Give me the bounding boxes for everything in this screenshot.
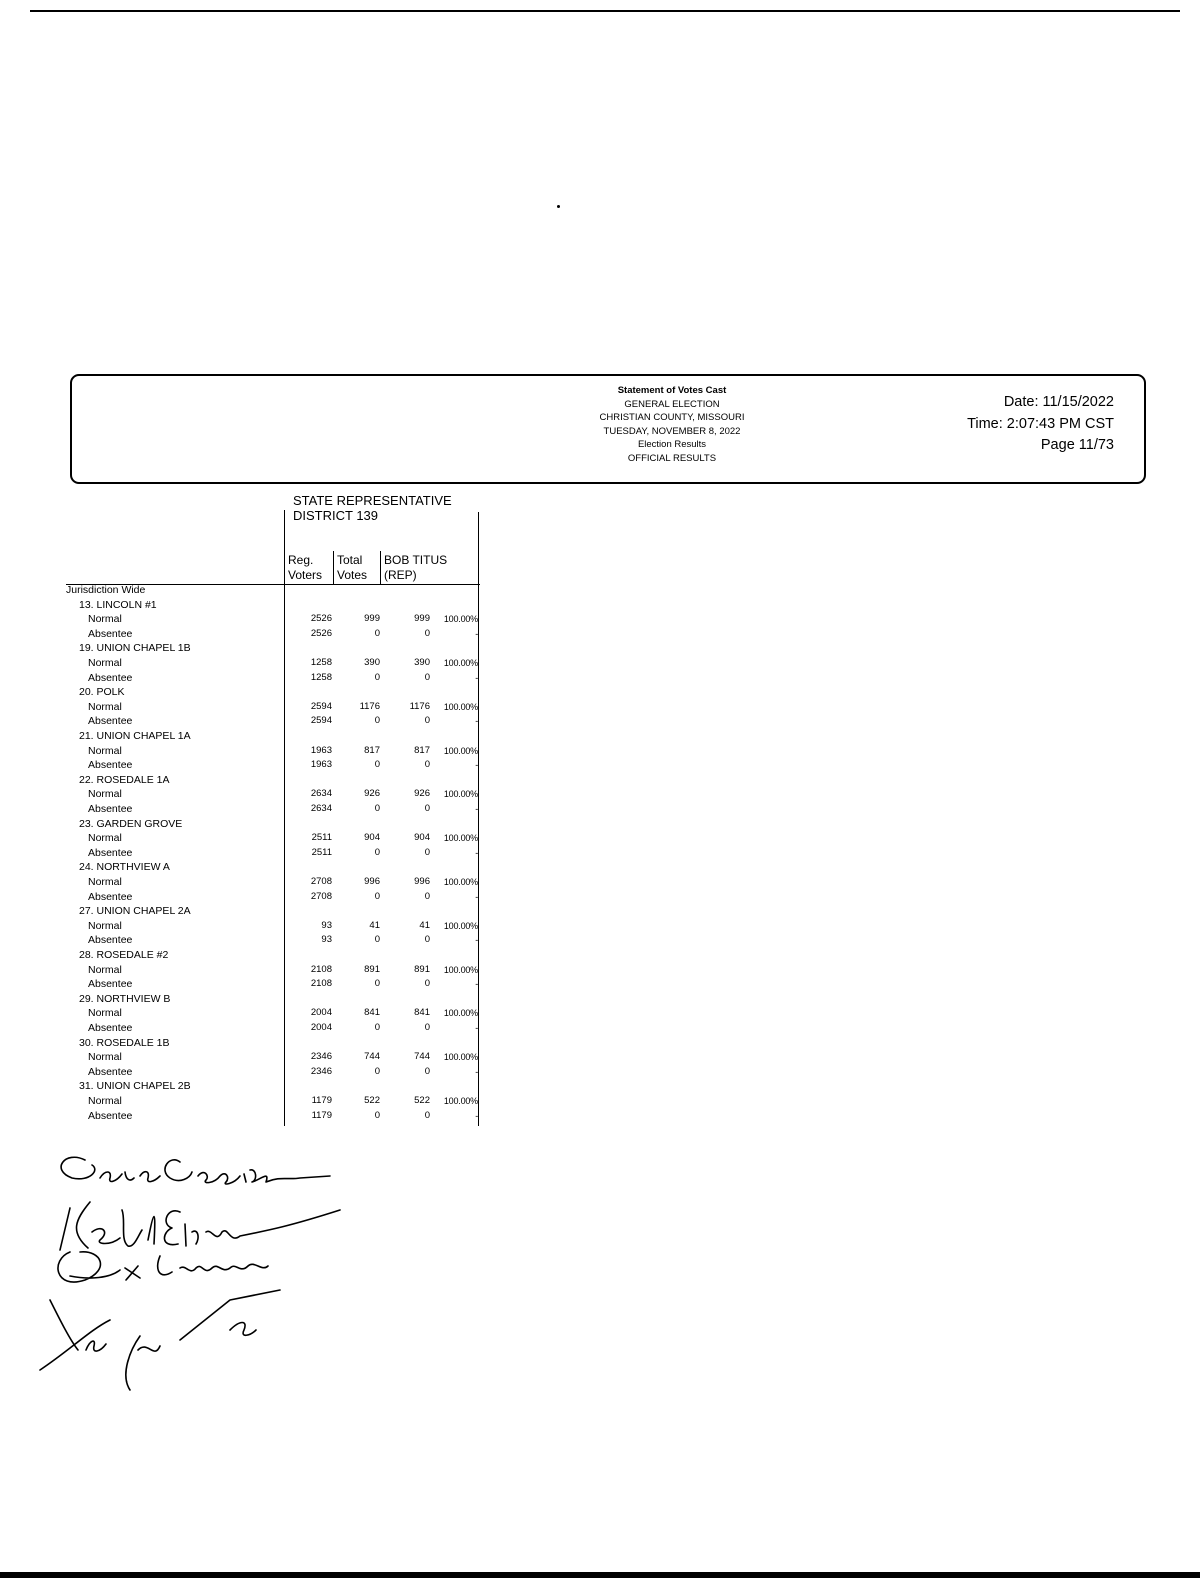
col-head-reg-voters <box>288 553 322 583</box>
candidate-percent-cell: 100.00% <box>443 658 478 668</box>
report-title-line: Statement of Votes Cast <box>617 385 727 396</box>
precinct-name-row-label: 22. ROSEDALE 1A <box>79 773 170 786</box>
reg-voters-cell: 2004 <box>310 1022 332 1033</box>
absentee-row <box>0 714 480 729</box>
report-title-line: GENERAL ELECTION <box>624 398 720 410</box>
candidate-votes-cell: 390 <box>414 657 430 668</box>
normal-row <box>0 744 480 759</box>
column-divider <box>380 551 381 584</box>
signature-3 <box>58 1252 268 1282</box>
signature-2 <box>60 1202 340 1250</box>
candidate-votes-cell: 0 <box>424 671 430 683</box>
precinct-name-row-label: 31. UNION CHAPEL 2B <box>79 1080 191 1093</box>
report-title-block <box>522 384 822 465</box>
normal-row-label: Normal <box>88 1007 122 1020</box>
absentee-row-label: Absentee <box>88 846 133 859</box>
total-votes-cell: 1176 <box>359 700 380 712</box>
precinct-name-row <box>0 598 480 613</box>
section-label <box>0 583 480 598</box>
candidate-percent-cell: 100.00% <box>443 920 478 931</box>
candidate-votes-cell: 926 <box>414 788 430 800</box>
absentee-row <box>0 1021 480 1036</box>
page-number: Page 11/73 <box>1040 437 1114 453</box>
total-votes-cell: 0 <box>374 1065 380 1077</box>
normal-row <box>0 700 480 715</box>
normal-row <box>0 875 480 890</box>
total-votes-cell: 0 <box>374 1109 380 1121</box>
normal-row-label: Normal <box>88 1051 122 1064</box>
candidate-votes-cell: 0 <box>424 759 430 771</box>
normal-row <box>0 963 480 978</box>
normal-row <box>0 1006 480 1021</box>
reg-voters-cell: 2108 <box>310 963 332 975</box>
candidate-votes-cell: 0 <box>424 978 430 990</box>
reg-voters-cell: 2634 <box>310 803 332 814</box>
reg-voters-cell: 2594 <box>310 715 332 727</box>
absentee-row <box>0 933 480 948</box>
total-votes-cell: 0 <box>374 803 380 814</box>
candidate-percent-cell: - <box>475 1023 478 1033</box>
absentee-row-label: Absentee <box>88 1109 133 1122</box>
absentee-row <box>0 802 480 817</box>
absentee-row-label: Absentee <box>88 715 133 728</box>
precinct-name-row-label: 24. NORTHVIEW A <box>79 861 170 874</box>
contest-title <box>293 493 452 523</box>
absentee-row <box>0 1065 480 1080</box>
precinct-name-row-label: 30. ROSEDALE 1B <box>79 1036 170 1049</box>
normal-row-label: Normal <box>88 919 122 932</box>
absentee-row-label: Absentee <box>88 1022 133 1034</box>
candidate-percent-cell: 100.00% <box>443 789 478 800</box>
normal-row-label: Normal <box>88 876 122 888</box>
candidate-votes-cell: 996 <box>414 876 430 887</box>
total-votes-cell: 0 <box>374 978 380 990</box>
precinct-name-row <box>0 817 480 832</box>
precinct-name-row-label: 28. ROSEDALE #2 <box>79 949 169 961</box>
contest-title-line: DISTRICT 139 <box>293 508 379 523</box>
candidate-votes-cell: 0 <box>424 803 430 814</box>
total-votes-cell: 817 <box>364 744 380 756</box>
reg-voters-cell: 2526 <box>310 627 332 639</box>
reg-voters-cell: 93 <box>321 919 332 931</box>
total-votes-cell: 0 <box>374 934 380 946</box>
candidate-percent-cell: - <box>475 672 478 683</box>
column-divider <box>333 551 334 584</box>
total-votes-cell: 390 <box>364 657 380 668</box>
reg-voters-cell: 2108 <box>310 978 332 990</box>
candidate-percent-cell: - <box>475 891 478 902</box>
absentee-row-label: Absentee <box>88 978 133 991</box>
col-head-text: (REP) <box>384 568 417 582</box>
precinct-name-row <box>0 1079 480 1094</box>
normal-row-label: Normal <box>88 832 122 845</box>
precinct-name-row <box>0 641 480 656</box>
absentee-row <box>0 1109 480 1124</box>
report-date: Date: 11/15/2022 <box>1003 394 1114 410</box>
candidate-percent-cell: - <box>475 628 478 639</box>
col-head-total-votes <box>337 553 367 583</box>
precinct-name-row-label: 13. LINCOLN #1 <box>79 598 157 611</box>
normal-row-label: Normal <box>88 613 122 626</box>
total-votes-cell: 904 <box>364 832 380 844</box>
reg-voters-cell: 2708 <box>310 890 332 902</box>
normal-row <box>0 1094 480 1109</box>
candidate-votes-cell: 0 <box>424 846 430 858</box>
candidate-votes-cell: 0 <box>424 934 430 946</box>
candidate-percent-cell: - <box>475 760 478 771</box>
reg-voters-cell: 2634 <box>310 788 332 800</box>
section-label-label: Jurisdiction Wide <box>66 584 146 596</box>
candidate-percent-cell: 100.00% <box>443 1052 478 1063</box>
candidate-percent-cell: - <box>475 935 478 946</box>
reg-voters-cell: 1179 <box>311 1095 332 1106</box>
candidate-percent-cell: 100.00% <box>443 877 478 887</box>
total-votes-cell: 0 <box>374 627 380 639</box>
candidate-percent-cell: - <box>475 1110 478 1121</box>
candidate-percent-cell: - <box>475 979 478 990</box>
total-votes-cell: 841 <box>364 1007 380 1019</box>
candidate-percent-cell: 100.00% <box>443 1008 478 1019</box>
normal-row <box>0 1050 480 1065</box>
candidate-votes-cell: 841 <box>414 1007 430 1019</box>
contest-title-line: STATE REPRESENTATIVE <box>293 493 452 508</box>
normal-row-label: Normal <box>88 700 122 713</box>
signatures-image <box>30 1140 390 1400</box>
normal-row-label: Normal <box>88 657 122 669</box>
total-votes-cell: 0 <box>374 715 380 727</box>
reg-voters-cell: 2594 <box>310 700 332 712</box>
precinct-name-row <box>0 773 480 788</box>
scan-speck <box>557 205 560 208</box>
total-votes-cell: 744 <box>364 1051 380 1063</box>
precinct-name-row <box>0 729 480 744</box>
precinct-name-row <box>0 992 480 1007</box>
precinct-name-row <box>0 685 480 700</box>
total-votes-cell: 522 <box>364 1095 380 1106</box>
total-votes-cell: 0 <box>374 890 380 902</box>
reg-voters-cell: 1963 <box>310 759 332 771</box>
reg-voters-cell: 1179 <box>311 1109 332 1121</box>
precinct-name-row <box>0 860 480 875</box>
candidate-votes-cell: 904 <box>414 832 430 844</box>
signature-1 <box>61 1157 330 1184</box>
absentee-row-label: Absentee <box>88 1065 133 1078</box>
candidate-votes-cell: 522 <box>414 1095 430 1106</box>
precinct-name-row-label: 21. UNION CHAPEL 1A <box>79 730 191 742</box>
reg-voters-cell: 2511 <box>311 832 332 844</box>
absentee-row <box>0 627 480 642</box>
report-time: Time: 2:07:43 PM CST <box>967 415 1114 432</box>
candidate-percent-cell: 100.00% <box>443 833 478 844</box>
precinct-name-row <box>0 1036 480 1051</box>
absentee-row <box>0 758 480 773</box>
reg-voters-cell: 2511 <box>311 846 332 858</box>
reg-voters-cell: 2004 <box>310 1007 332 1019</box>
reg-voters-cell: 1258 <box>310 671 332 683</box>
reg-voters-cell: 2526 <box>310 613 332 625</box>
normal-row <box>0 787 480 802</box>
absentee-row-label: Absentee <box>88 803 133 815</box>
candidate-votes-cell: 0 <box>424 890 430 902</box>
normal-row <box>0 919 480 934</box>
absentee-row <box>0 846 480 861</box>
absentee-row-label: Absentee <box>88 671 133 684</box>
col-head-candidate <box>384 553 447 583</box>
precinct-name-row-label: 29. NORTHVIEW B <box>79 992 171 1005</box>
candidate-votes-cell: 0 <box>424 715 430 727</box>
normal-row <box>0 831 480 846</box>
absentee-row-label: Absentee <box>88 890 133 903</box>
reg-voters-cell: 1258 <box>310 657 332 668</box>
absentee-row <box>0 890 480 905</box>
normal-row-label: Normal <box>88 788 122 801</box>
normal-row-label: Normal <box>88 1095 122 1107</box>
report-meta <box>967 392 1114 457</box>
absentee-row-label: Absentee <box>88 627 133 640</box>
report-title-line: TUESDAY, NOVEMBER 8, 2022 <box>603 425 741 437</box>
report-title-line: Election Results <box>637 439 707 450</box>
candidate-percent-cell: - <box>475 716 478 727</box>
col-head-text: Voters <box>288 568 323 582</box>
total-votes-cell: 999 <box>364 613 380 625</box>
candidate-votes-cell: 0 <box>424 1022 430 1033</box>
total-votes-cell: 0 <box>374 1022 380 1033</box>
candidate-votes-cell: 999 <box>414 613 430 625</box>
normal-row <box>0 656 480 671</box>
absentee-row <box>0 671 480 686</box>
precinct-name-row <box>0 904 480 919</box>
normal-row-label: Normal <box>88 963 122 976</box>
candidate-percent-cell: 100.00% <box>443 614 478 625</box>
candidate-percent-cell: 100.00% <box>443 701 478 712</box>
bottom-scan-edge <box>0 1572 1200 1578</box>
total-votes-cell: 926 <box>364 788 380 800</box>
total-votes-cell: 0 <box>374 846 380 858</box>
top-rule <box>30 10 1180 12</box>
reg-voters-cell: 93 <box>321 934 332 946</box>
reg-voters-cell: 2346 <box>310 1051 332 1063</box>
candidate-votes-cell: 0 <box>424 1109 430 1121</box>
total-votes-cell: 996 <box>364 876 380 887</box>
precinct-name-row-label: 19. UNION CHAPEL 1B <box>79 642 191 655</box>
candidate-percent-cell: 100.00% <box>443 964 478 975</box>
precinct-name-row-label: 27. UNION CHAPEL 2A <box>79 905 191 918</box>
col-head-text: Total <box>337 553 363 567</box>
candidate-votes-cell: 1176 <box>409 700 430 712</box>
absentee-row-label: Absentee <box>88 759 133 772</box>
candidate-votes-cell: 817 <box>414 744 430 756</box>
reg-voters-cell: 2708 <box>310 876 332 887</box>
reg-voters-cell: 2346 <box>310 1065 332 1077</box>
total-votes-cell: 0 <box>374 759 380 771</box>
report-header <box>70 374 1146 484</box>
total-votes-cell: 0 <box>374 671 380 683</box>
signature-4 <box>40 1290 280 1390</box>
candidate-percent-cell: 100.00% <box>443 1096 478 1106</box>
candidate-votes-cell: 891 <box>414 963 430 975</box>
absentee-row-label: Absentee <box>88 934 133 947</box>
col-head-text: Votes <box>337 568 368 582</box>
candidate-percent-cell: - <box>475 804 478 814</box>
precinct-name-row-label: 23. GARDEN GROVE <box>79 817 183 830</box>
candidate-votes-cell: 0 <box>424 1065 430 1077</box>
candidate-percent-cell: 100.00% <box>443 745 478 756</box>
normal-row-label: Normal <box>88 744 122 757</box>
col-head-text: BOB TITUS <box>384 553 448 567</box>
report-title-line: CHRISTIAN COUNTY, MISSOURI <box>599 412 745 423</box>
col-head-text: Reg. <box>288 553 314 567</box>
report-title-line: OFFICIAL RESULTS <box>627 452 717 464</box>
normal-row <box>0 612 480 627</box>
candidate-votes-cell: 0 <box>424 627 430 639</box>
candidate-votes-cell: 41 <box>419 919 430 931</box>
precinct-name-row <box>0 948 480 963</box>
total-votes-cell: 891 <box>364 963 380 975</box>
candidate-percent-cell: - <box>475 1066 478 1077</box>
total-votes-cell: 41 <box>369 919 380 931</box>
precinct-name-row-label: 20. POLK <box>79 686 125 699</box>
candidate-percent-cell: - <box>475 847 478 858</box>
candidate-votes-cell: 744 <box>414 1051 430 1063</box>
absentee-row <box>0 977 480 992</box>
reg-voters-cell: 1963 <box>310 744 332 756</box>
